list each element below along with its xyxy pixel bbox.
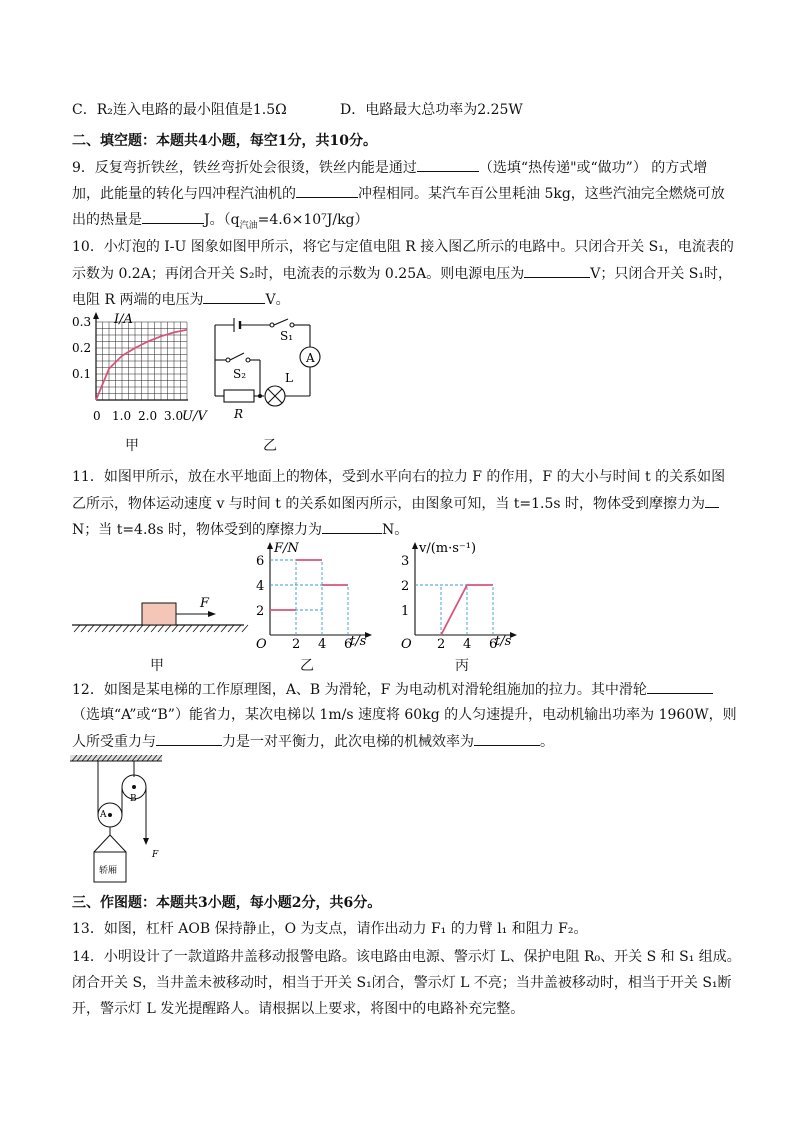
fig10-xtick: 3.0 <box>164 409 184 423</box>
q14-line3: 开，警示灯 L 发光提醒路人。请根据以上要求，将图中的电路补充完整。 <box>72 1001 525 1017</box>
fig10-label-l: L <box>285 371 293 385</box>
q9-blank1[interactable] <box>417 157 479 172</box>
fig12-pulley-diagram <box>70 755 180 885</box>
fig11-ft-xlabel: t/s <box>350 634 367 649</box>
fig10-label-s2: S₂ <box>233 367 247 381</box>
fig11-ft-chart <box>250 540 380 650</box>
fig12-label-f: F <box>152 850 159 860</box>
switch-s1-blade <box>274 319 288 325</box>
fig11-vt-chart <box>395 540 525 650</box>
q8-option-c: C．R₂连入电路的最小阻值是1.5Ω <box>72 102 287 118</box>
section2-heading: 二、填空题：本题共4小题，每空1分，共10分。 <box>72 133 377 149</box>
switch-s2-blade <box>230 353 244 360</box>
fig11-caption-yi: 乙 <box>300 658 314 674</box>
junction-dot <box>258 394 262 398</box>
fig11-ytick: 2 <box>401 579 410 594</box>
fig10-xtick: 2.0 <box>138 409 158 423</box>
q12-line1: 12．如图是某电梯的工作原理图，A、B 为滑轮，F 为电动机对滑轮组施加的拉力。其中滑轮 <box>72 679 713 700</box>
fig10-caption-yi: 乙 <box>263 438 277 454</box>
q12-blank2[interactable] <box>156 731 222 746</box>
q12-line2: （选填“A”或“B”）能省力，某次电梯以 1m/s 速度将 60kg 的人匀速提升，电动机输出功率为 1960W，则 <box>72 707 737 723</box>
fig12-label-b: B <box>130 794 137 804</box>
fig10-label-s1: S₁ <box>280 329 294 343</box>
fig10-ytick: 0.3 <box>72 315 92 329</box>
fig11-xtick: 4 <box>463 637 472 650</box>
q11-line3: N；当 t=4.8s 时，物体受到的摩擦力为 N。 <box>72 519 408 540</box>
q12-blank1[interactable] <box>647 679 713 694</box>
fig12-label-a: A <box>100 810 107 820</box>
q10-blank2[interactable] <box>203 289 265 304</box>
q10-line3: 电阻 R 两端的电压为 V。 <box>72 289 290 310</box>
fig11-label-f: F <box>200 596 210 611</box>
q9-blank2[interactable] <box>296 183 358 198</box>
resistor-r <box>224 390 254 402</box>
fig10-xtick: 1.0 <box>112 409 132 423</box>
fig11-xtick: 6 <box>344 637 353 650</box>
fig10-caption-jia: 甲 <box>125 438 139 454</box>
q14-line1: 14．小明设计了一款道路井盖移动报警电路。该电路由电源、警示灯 L、保护电阻 R₀、开关 S 和 S₁ 组成。 <box>72 949 741 965</box>
fig10-xlabel: U/V <box>182 409 207 424</box>
q12-blank3[interactable] <box>474 731 540 746</box>
fig10-circuit <box>200 310 340 425</box>
fig11-ytick: 3 <box>401 554 410 569</box>
q8-option-d: D．电路最大总功率为2.25W <box>340 102 523 118</box>
fig11-xtick: O <box>256 637 267 650</box>
q10-line1: 10．小灯泡的 I-U 图象如图甲所示，将它与定值电阻 R 接入图乙所示的电路中。只闭合开关 S₁，电流表的 <box>72 239 734 255</box>
fig11-caption-jia: 甲 <box>150 658 164 674</box>
fig11-vt-ylabel: v/(m·s⁻¹) <box>419 541 477 556</box>
q11-line1: 11．如图甲所示，放在水平地面上的物体，受到水平向右的拉力 F 的作用，F 的大小与时间 t 的关系如图 <box>72 469 726 485</box>
q10-line2: 示数为 0.2A；再闭合开关 S₂时，电流表的示数为 0.25A。则电源电压为 V；只闭合开关 S₁时， <box>72 263 732 284</box>
fig10-xtick: 0 <box>93 409 101 423</box>
fig11-xtick: 2 <box>292 637 301 650</box>
q12-line3: 人所受重力与 力是一对平衡力，此次电梯的机械效率为 。 <box>72 731 554 752</box>
fig10-grid <box>96 322 187 400</box>
q14-line2: 闭合开关 S，当井盖未被移动时，相当于开关 S₁闭合，警示灯 L 不亮；当井盖被移动时，相当于开关 S₁断 <box>72 975 732 991</box>
q11-blank2[interactable] <box>322 519 382 534</box>
q11-line2: 乙所示，物体运动速度 v 与时间 t 的关系如图丙所示，由图象可知，当 t=1.5s 时，物体受到摩擦力为 <box>72 493 719 514</box>
q9-line2: 加，此能量的转化与四冲程汽油机的 冲程相同。某汽车百公里耗油 5kg，这些汽油完全燃烧可放 <box>72 183 725 204</box>
fig11-caption-bing: 丙 <box>455 658 469 674</box>
fig12-label-car: 轿厢 <box>99 866 118 876</box>
fig11-ytick: 4 <box>256 579 265 594</box>
fig11-block <box>142 603 176 625</box>
fig10-ytick: 0.1 <box>72 367 92 381</box>
fig11-xtick: O <box>401 637 412 650</box>
fig11-xtick: 4 <box>318 637 327 650</box>
fig11-ytick: 6 <box>256 554 265 569</box>
q13: 13．如图，杠杆 AOB 保持静止，O 为支点，请作出动力 F₁ 的力臂 l₁ 和阻力 F₂。 <box>72 921 588 937</box>
fig11-ytick: 2 <box>256 604 265 619</box>
fig10-ylabel: I/A <box>114 312 133 327</box>
fig11-xtick: 6 <box>489 637 498 650</box>
fig11-ytick: 1 <box>401 604 410 619</box>
fig10-iu-chart <box>70 310 220 430</box>
section3-heading: 三、作图题：本题共3小题，每小题2分，共6分。 <box>72 895 382 911</box>
q11-blank1[interactable] <box>705 493 719 508</box>
q9-line3: 出的热量是 J。$(q_{汽油}=4.6\times 10^7J/kg)$ <box>72 209 369 236</box>
fig11-vt-xlabel: t/s <box>495 634 512 649</box>
fig10-label-r: R <box>234 407 244 421</box>
fig11-xtick: 2 <box>437 637 446 650</box>
fig11-block-diagram <box>70 590 250 640</box>
fig10-ytick: 0.2 <box>72 341 92 355</box>
q9-blank3[interactable] <box>142 209 204 224</box>
fig10-label-a: A <box>306 351 315 365</box>
q10-blank1[interactable] <box>524 263 590 278</box>
fig11-ft-ylabel: F/N <box>274 541 299 556</box>
q9-line1: 9．反复弯折铁丝，铁丝弯折处会很烫，铁丝内能是通过 （选填“热传递"或“做功”） 的方式增 <box>72 157 707 178</box>
